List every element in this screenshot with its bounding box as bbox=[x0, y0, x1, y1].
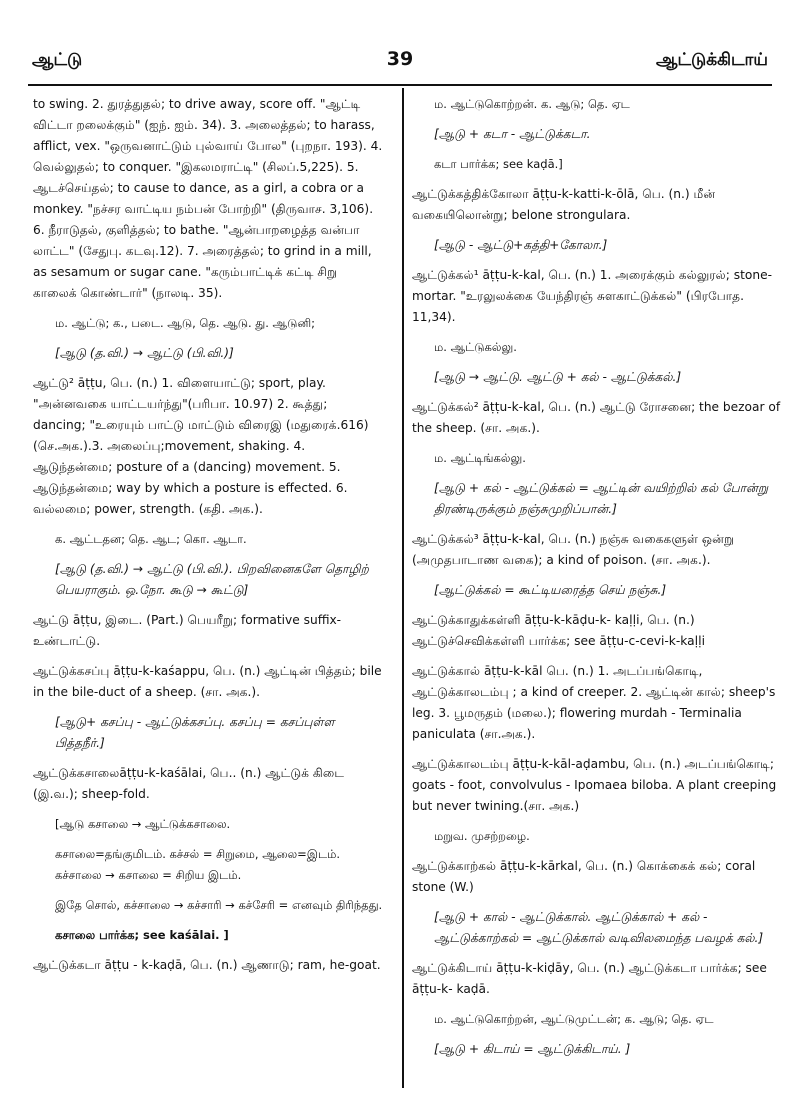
entry-aattukkasappu: ஆட்டுக்கசப்பு āṭṭu-k-kaśappu, பெ. (n.) ஆட்டின் பித்தம்; bile in the bile-duct of a sheep. (சா. அக.). bbox=[33, 664, 382, 699]
cognates: ம. ஆட்டு; க., படை. ஆடு, தெ. ஆடு. து. ஆடுனி; bbox=[55, 316, 315, 330]
column-divider bbox=[402, 88, 404, 1088]
etymology-note: கசாலை=தங்குமிடம். கச்சல் = சிறுமை, ஆலை=இடம். கச்சாலை → கசாலை = சிறிய இடம். bbox=[55, 847, 341, 882]
synonym: மறுவ. முசற்றழை. bbox=[434, 829, 530, 843]
left-column bbox=[33, 94, 383, 985]
etymology: [ஆடு+ கசப்பு - ஆட்டுக்கசப்பு. கசப்பு = கசப்புள்ள பித்தநீர்.] bbox=[55, 715, 335, 750]
etymology: [ஆடு - ஆட்டு+கத்தி+கோலா.] bbox=[434, 238, 608, 252]
entry-aattukkaaladambu: ஆட்டுக்காலடம்பு āṭṭu-k-kāl-aḍambu, பெ. (n.) அடப்பங்கொடி; goats - foot, convolvulus - Ipomaea biloba. A plant creeping but never twining.(சா. அக.) bbox=[412, 757, 777, 813]
header-rule bbox=[28, 84, 772, 86]
etymology: [ஆடு கசாலை → ஆட்டுக்கசாலை. bbox=[55, 817, 231, 831]
cognates: க. ஆட்டதன; தெ. ஆட; கொ. ஆடா. bbox=[55, 532, 247, 546]
header-left-guideword: ஆட்டு bbox=[32, 50, 83, 70]
entry-aattukkidaay: ஆட்டுக்கிடாய் āṭṭu-k-kiḍāy, பெ. (n.) ஆட்டுக்கடா பார்க்க; see āṭṭu-k- kaḍā. bbox=[412, 961, 767, 996]
entry-aattu-2: ஆட்டு² āṭṭu, பெ. (n.) 1. விளையாட்டு; sport, play. "அன்னவகை யாட்டயர்ந்து"(பரிபா. 10.97) 2. கூத்து; dancing; "உரையும் பாட்டு மாட்டும் விரைஇ (மதுரைக்.616) (செ.அக.).3. அலைப்பு;movement, shaking. 4. ஆடுந்தன்மை; posture of a (dancing) movement. 5. ஆடுந்தன்மை; way by which a posture is effected. 6. வல்லமை; power, strength. (கதி. அக.). bbox=[33, 376, 369, 516]
etymology: [ஆடு + கடா - ஆட்டுக்கடா. bbox=[434, 127, 591, 141]
entry-aattukkal-3: ஆட்டுக்கல்³ āṭṭu-k-kal, பெ. (n.) நஞ்சு வகைகளுள் ஒன்று (அமுதபாடாண வகை); a kind of poison. (சா. அக.). bbox=[412, 532, 735, 567]
cross-reference: கசாலை பார்க்க; see kaśālai. ] bbox=[55, 928, 229, 942]
page-header bbox=[20, 50, 780, 80]
etymology: [ஆடு (த.வி.) → ஆட்டு (பி.வி.). பிறவினைகளே தொழிற் பெயராகும். ஒ.நோ. கூடு → கூட்டு] bbox=[55, 562, 369, 597]
entry-aattukkaththikkolaa: ஆட்டுக்கத்திக்கோலா āṭṭu-k-katti-k-ōlā, பெ. (n.) மீன் வகையிலொன்று; belone strongulara. bbox=[412, 187, 716, 222]
header-right-guideword: ஆட்டுக்கிடாய் bbox=[656, 50, 768, 70]
etymology: [ஆடு → ஆட்டு. ஆட்டு + கல் - ஆட்டுக்கல்.] bbox=[434, 370, 682, 384]
etymology: [ஆட்டுக்கல் = கூட்டியரைத்த செய் நஞ்சு.] bbox=[434, 583, 667, 597]
page-number: 39 bbox=[386, 48, 414, 70]
right-column bbox=[412, 94, 782, 1069]
etymology: [ஆடு + கால் - ஆட்டுக்கால். ஆட்டுக்கால் + கல் - ஆட்டுக்காற்கல் = ஆட்டுக்கால் வடிவிலமைந்த பவழக் கல்.] bbox=[434, 910, 764, 945]
entry-aattukkaadhukkalli: ஆட்டுக்காதுக்கள்ளி āṭṭu-k-kāḍu-k- kaḷḷi, பெ. (n.) ஆட்டுச்செவிக்கள்ளி பார்க்க; see āṭṭu-c-cevi-k-kaḷḷi bbox=[412, 613, 705, 648]
etymology: [ஆடு + கிடாய் = ஆட்டுக்கிடாய். ] bbox=[434, 1042, 631, 1056]
entry-aattukkadaa: ஆட்டுக்கடா āṭṭu - k-kaḍā, பெ. (n.) ஆணாடு; ram, he-goat. bbox=[33, 958, 381, 972]
entry-aattu-particle: ஆட்டு āṭṭu, இடை. (Part.) பெயரீறு; formative suffix- உண்டாட்டு. bbox=[33, 613, 342, 648]
entry-aattukkasaalai: ஆட்டுக்கசாலைāṭṭu-k-kaśālai, பெ.. (n.) ஆட்டுக் கிடை (இ.வ.); sheep-fold. bbox=[33, 766, 345, 801]
cross-reference: கடா பார்க்க; see kaḍā.] bbox=[434, 157, 563, 171]
etymology-note: இதே சொல், கச்சாலை → கச்சாரி → கச்சேரி = எனவும் திரிந்தது. bbox=[55, 898, 383, 912]
etymology: [ஆடு (த.வி.) → ஆட்டு (பி.வி.)] bbox=[55, 346, 234, 360]
cognates: ம. ஆட்டுகொற்றன், ஆட்டுமுட்டன்; க. ஆடு; தெ. ஏட bbox=[434, 1012, 714, 1026]
entry-aattukkal-1: ஆட்டுக்கல்¹ āṭṭu-k-kal, பெ. (n.) 1. அரைக்கும் கல்லுரல்; stone-mortar. "உரலுலக்கை யேந்திரஞ் சுளகாட்டுக்கல்" (பிரபோத. 11,34). bbox=[412, 268, 772, 324]
entry-aattukkaarkal: ஆட்டுக்காற்கல் āṭṭu-k-kārkal, பெ. (n.) கொக்கைக் கல்; coral stone (W.) bbox=[412, 859, 756, 894]
cognates: ம. ஆட்டிங்கல்லு. bbox=[434, 451, 526, 465]
cognates: ம. ஆட்டுகொற்றன். க. ஆடு; தெ. ஏட bbox=[434, 97, 630, 111]
entry-aattukkaal: ஆட்டுக்கால் āṭṭu-k-kāl பெ. (n.) 1. அடப்பங்கொடி, ஆட்டுக்காலடம்பு ; a kind of creeper. 2. ஆட்டின் கால்; sheep's leg. 3. பூமருதம் (மலை.); flowering murdah - Terminalia paniculata (சா.அக.). bbox=[412, 664, 776, 741]
cognates: ம. ஆட்டுகல்லு. bbox=[434, 340, 517, 354]
etymology: [ஆடு + கல் - ஆட்டுக்கல் = ஆட்டின் வயிற்றில் கல் போன்று திரண்டிருக்கும் நஞ்சுமுறிப்பான்.] bbox=[434, 481, 769, 516]
entry-aattukkal-2: ஆட்டுக்கல்² āṭṭu-k-kal, பெ. (n.) ஆட்டு ரோசனை; the bezoar of the sheep. (சா. அக.). bbox=[412, 400, 781, 435]
entry-text: to swing. 2. துரத்துதல்; to drive away, score off. "ஆட்டி விட்டா றலைக்கும்" (ஐந். ஐம். 34). 3. அலைத்தல்; to harass, afflict, vex. "ஒருவனாட்டும் புல்வாய் போல" (புறநா. 193). 4. வெல்லுதல்; to conquer. "இகலமராட்டி" (சிலப்.5,225). 5. ஆடச்செய்தல்; to cause to dance, as a girl, a cobra or a monkey. "நச்சர வாட்டிய நம்பன் போற்றி" (திருவாச. 3,106). 6. நீராடுதல், குளித்தல்; to bathe. "ஆன்பாறழைத்த வன்பா லாட்ட" (சேதுபு. கடவு.12). 7. அரைத்தல்; to grind in a mill, as sesamum or sugar cane. "கரும்பாட்டிக் கட்டி சிறு காலைக் கொண்டார்" (நாலடி. 35). bbox=[33, 97, 383, 300]
